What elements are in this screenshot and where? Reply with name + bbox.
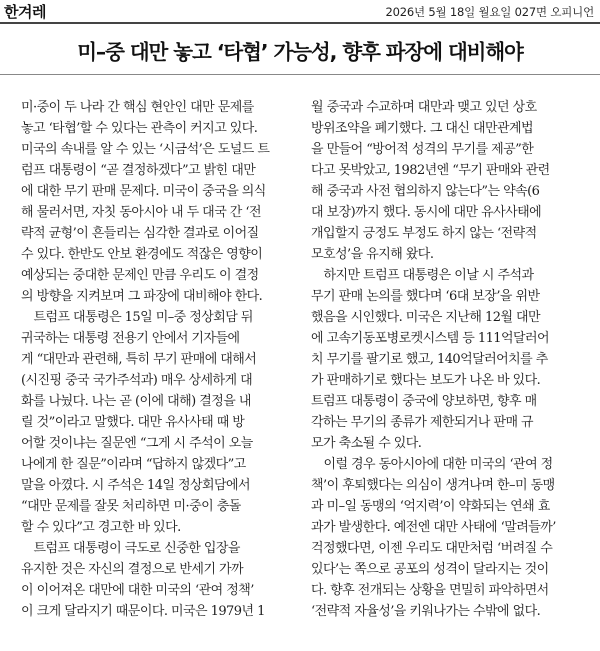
article-line: 이 크게 달라지기 때문이다. 미국은 1979년 1	[21, 604, 265, 619]
article-line: 게 “대만과 관련해, 특히 무기 판매에 대해서	[21, 352, 257, 367]
article-line: 해 물러서면, 자칫 동아시아 내 두 대국 간 ‘전	[21, 205, 261, 220]
article-column-right	[311, 97, 593, 622]
article-line: 이럴 경우 동아시아에 대한 미국의 ‘관여 정	[311, 457, 553, 472]
article-line: 에 대한 무기 판매 문제다. 미국이 중국을 의식	[21, 184, 266, 199]
article-line: 의 방향을 지켜보며 그 파장에 대비해야 한다.	[21, 289, 263, 304]
publication-info: 2026년 5월 18일 월요일 027면 오피니언	[385, 5, 594, 19]
article-line: 할 수 있다”고 경고한 바 있다.	[21, 520, 181, 535]
article-line: 나에게 한 질문”이라며 “답하지 않겠다”고	[21, 457, 246, 472]
article-line: 트럼프 대통령이 중국에 양보하면, 향후 매	[311, 394, 537, 409]
article-line: 귀국하는 대통령 전용기 안에서 기자들에	[21, 331, 240, 346]
article-line: “대만 문제를 잘못 처리하면 미·중이 충돌	[21, 499, 241, 514]
article-line: 개입할지 긍정도 부정도 하지 않는 ‘전략적	[311, 226, 537, 241]
article-line: 걱정했다면, 이젠 우리도 대만처럼 ‘버려질 수	[311, 541, 553, 556]
article-line: 놓고 ‘타협’할 수 있다는 관측이 커지고 있다.	[21, 121, 258, 136]
article-line: 월 중국과 수교하며 대만과 맺고 있던 상호	[311, 100, 537, 115]
article-line: 화를 나눴다. 나는 곧 (이에 대해) 결정을 내	[21, 394, 251, 409]
article-line: 대 보장)까지 했다. 동시에 대만 유사사태에	[311, 205, 542, 220]
article-line: 말을 아꼈다. 시 주석은 14일 정상회담에서	[21, 478, 251, 493]
article-line: 모가 축소될 수 있다.	[311, 436, 422, 451]
article-line: 각하는 무기의 종류가 제한되거나 판매 규	[311, 415, 534, 430]
article-line: 략적 균형’이 흔들리는 심각한 결과로 이어질	[21, 226, 259, 241]
article-line: 수 있다. 한반도 안보 환경에도 적잖은 영향이	[21, 247, 263, 262]
article-line: 가 판매하기로 했다는 보도가 나온 바 있다.	[311, 373, 541, 388]
headline-divider	[0, 74, 600, 75]
article-line: ‘전략적 자율성’을 키워나가는 수밖에 없다.	[311, 604, 541, 619]
article-line: 예상되는 중대한 문제인 만큼 우리도 이 결정	[21, 268, 259, 283]
newspaper-logo: 한겨레	[4, 3, 46, 21]
masthead	[0, 0, 600, 22]
article-column-left	[21, 97, 308, 622]
article-line: 모호성’을 유지해 왔다.	[311, 247, 434, 262]
article-line: 미·중이 두 나라 간 핵심 현안인 대만 문제를	[21, 100, 254, 115]
article-line: 책’이 후퇴했다는 의심이 생겨나며 한–미 동맹	[311, 478, 555, 493]
article-line: 했음을 시인했다. 미국은 지난해 12월 대만	[311, 310, 541, 325]
article-line: 다. 향후 전개되는 상황을 면밀히 파악하면서	[311, 583, 549, 598]
article-line: 트럼프 대통령이 극도로 신중한 입장을	[21, 541, 240, 556]
editorial-headline: 미–중 대만 놓고 ‘타협’ 가능성, 향후 파장에 대비해야	[77, 40, 523, 64]
article-line: 유지한 것은 자신의 결정으로 반세기 가까	[21, 562, 244, 577]
article-line: 미국의 속내를 알 수 있는 ‘시금석’은 도널드 트	[21, 142, 270, 157]
article-line: 다고 못박았고, 1982년엔 “무기 판매와 관련	[311, 163, 550, 178]
article-line: 치 무기를 팔기로 했고, 140억달러어치를 추	[311, 352, 548, 367]
masthead-divider	[0, 22, 600, 24]
article-line: 과 미–일 동맹의 ‘억지력’이 약화되는 연쇄 효	[311, 499, 550, 514]
article-line: 에 고속기동포병로켓시스템 등 111억달러어	[311, 331, 550, 346]
article-line: (시진핑 중국 국가주석과) 매우 상세하게 대	[21, 373, 253, 388]
article-line: 무기 판매 논의를 했다며 ‘6대 보장’을 위반	[311, 289, 540, 304]
article-line: 릴 것”이라고 말했다. 대만 유사사태 때 방	[21, 415, 245, 430]
article-line: 럼프 대통령이 “곧 결정하겠다”고 밝힌 대만	[21, 163, 256, 178]
article-line: 트럼프 대통령은 15일 미–중 정상회담 뒤	[21, 310, 253, 325]
article-line: 과가 발생한다. 예전엔 대만 사태에 ‘말려들까’	[311, 520, 556, 535]
article-line: 이 이어져온 대만에 대한 미국의 ‘관여 정책’	[21, 583, 254, 598]
article-line: 해 중국과 사전 협의하지 않는다”는 약속(6	[311, 184, 540, 199]
article-line: 방위조약을 폐기했다. 그 대신 대만관계법	[311, 121, 534, 136]
article-line: 을 만들어 “방어적 성격의 무기를 제공”한	[311, 142, 534, 157]
article-line: 하지만 트럼프 대통령은 이날 시 주석과	[311, 268, 534, 283]
article-line: 어할 것이냐는 질문엔 “그게 시 주석이 오늘	[21, 436, 253, 451]
article-line: 있다’는 쪽으로 공포의 성격이 달라지는 것이	[311, 562, 549, 577]
